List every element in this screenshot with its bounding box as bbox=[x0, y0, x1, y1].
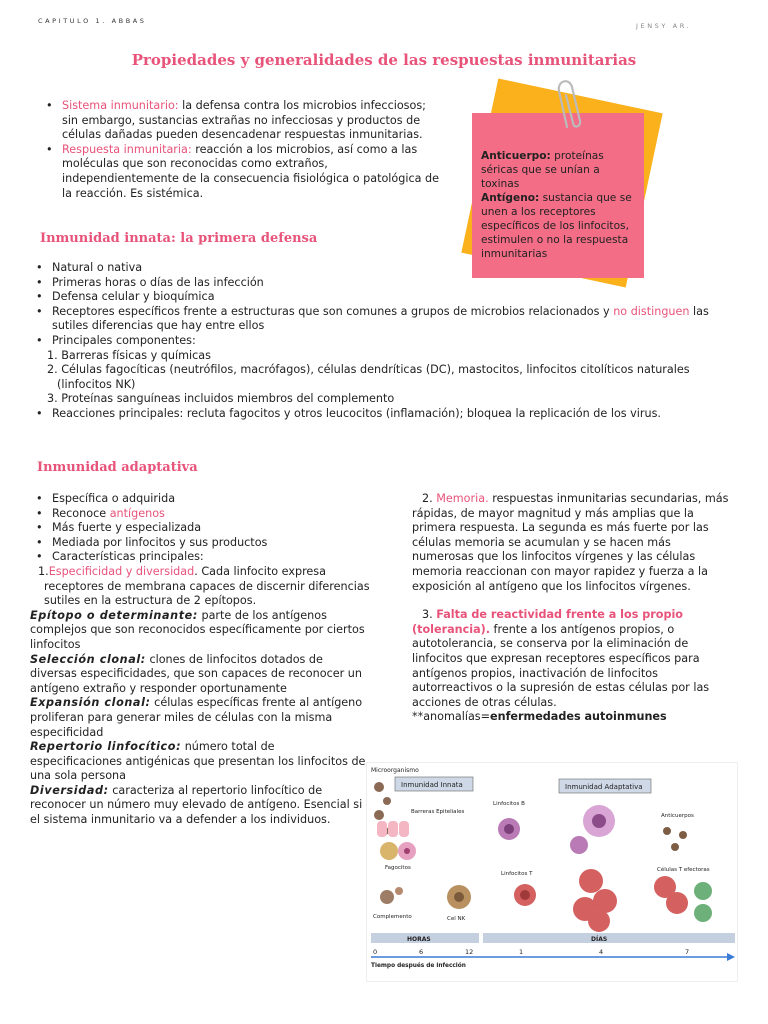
list-item: • Reacciones principales: recluta fagocitos y otros leucocitos (inflamación); bloquea la replicación de los virus. bbox=[30, 407, 730, 422]
item-text: frente a los antígenos propios, o autotolerancia, se conserva por la eliminación de linfocitos que expresan receptores específicos para antígenos propios, inactivación de linfocitos autorreactivos o la supresión de estas células por las acciones de otras células. bbox=[412, 622, 710, 709]
definition bbox=[30, 696, 370, 740]
list-item bbox=[40, 99, 440, 143]
item-text: Barreras físicas y químicas bbox=[61, 348, 211, 362]
paperclip-icon bbox=[553, 75, 593, 135]
figure-label: Linfocitos B bbox=[493, 801, 525, 807]
list-item bbox=[30, 507, 370, 522]
list-item bbox=[40, 143, 440, 201]
effector-cell-icon bbox=[694, 882, 712, 922]
phagocyte-icon bbox=[380, 842, 416, 860]
definition bbox=[30, 740, 370, 784]
term-especificidad: Especificidad y diversidad bbox=[48, 564, 195, 578]
tick-label: 12 bbox=[465, 948, 474, 956]
section-heading-adaptativa: Inmunidad adaptativa bbox=[37, 460, 198, 475]
item-text: Células fagocíticas (neutrófilos, macrófagos), células dendríticas (DC), mastocitos, linfocitos citolíticos naturales (linfocitos NK) bbox=[57, 363, 690, 391]
author-label: JENSY AR. bbox=[636, 22, 692, 30]
figure-label: Linfocitos T bbox=[501, 871, 533, 877]
immune-response-figure bbox=[366, 762, 738, 982]
item-text: respuestas inmunitarias secundarias, más rápidas, de mayor magnitud y más amplias que la primera respuesta. La segunda es más fuerte por las células memoria se acumulan y se hacen más numerosas que los linfocitos vírgenes y las células memoria reaccionan con mayor rapidez y fuerza a la exposición al antígeno que los linfocitos vírgenes. bbox=[412, 492, 729, 593]
term-memoria: Memoria. bbox=[436, 492, 489, 505]
list-item bbox=[30, 305, 730, 334]
barrier-cells-icon bbox=[377, 821, 409, 837]
list-item: • Primeras horas o días de las infección bbox=[30, 276, 730, 291]
definition-text: células específicas frente al antígeno proliferan para generar miles de células con la misma especificidad bbox=[30, 696, 363, 739]
term-tolerancia: Falta de reactividad frente a los propio (tolerancia). bbox=[412, 608, 683, 636]
tick-label: 4 bbox=[599, 948, 604, 956]
definition-text: proteínas séricas que se unían a toxinas bbox=[481, 150, 604, 190]
list-item: • Natural o nativa bbox=[30, 261, 730, 276]
figure-label: Barreras Epiteliales bbox=[411, 809, 465, 815]
highlight-text: no distinguen bbox=[613, 304, 690, 318]
term-repertorio: Repertorio linfocítico: bbox=[30, 740, 182, 754]
innata-list bbox=[30, 261, 730, 422]
list-item: • Específica o adquirida bbox=[30, 492, 370, 507]
section-heading-innata: Inmunidad innata: la primera defensa bbox=[40, 231, 318, 246]
list-item: • Mediada por linfocitos y sus productos bbox=[30, 536, 370, 551]
tick-label: 1 bbox=[519, 948, 524, 956]
item-text: las sutiles diferencias que hay entre ellos bbox=[52, 304, 709, 333]
figure-label: Complemento bbox=[373, 914, 412, 920]
definition-text: número total de especificaciones antigénicas que presentan los linfocitos de una sola persona bbox=[30, 740, 366, 783]
tick-label: 6 bbox=[419, 948, 424, 956]
nk-cell-icon bbox=[447, 885, 471, 909]
figure-label: Microorganismo bbox=[371, 767, 419, 774]
sticky-note-text bbox=[481, 149, 641, 261]
numbered-item bbox=[412, 608, 732, 710]
definition-text: caracteriza al repertorio linfocítico de reconocer un número muy elevado de antígeno. Esencial si el sistema inmunitario va a defender a los individuos. bbox=[30, 783, 363, 827]
item-number: 3. bbox=[422, 608, 433, 622]
adaptativa-right-column bbox=[412, 492, 732, 725]
figure-label: Tiempo después de infección bbox=[371, 963, 466, 969]
definitions-block bbox=[30, 609, 370, 828]
definition-text: sustancia que se unen a los receptores específicos de los linfocitos, estimulen o no la respuesta inmunitarias bbox=[481, 192, 632, 260]
list-item: • Características principales: bbox=[30, 550, 370, 565]
item-text: Reconoce bbox=[52, 506, 110, 520]
arrow-icon bbox=[727, 953, 735, 961]
complement-icon bbox=[380, 887, 403, 904]
figure-label: HORAS bbox=[407, 936, 431, 943]
item-number: 1. bbox=[38, 564, 49, 578]
figure-label: Cel NK bbox=[447, 916, 466, 922]
numbered-item: 2. Células fagocíticas (neutrófilos, macrófagos), células dendríticas (DC), mastocitos, linfocitos citolíticos naturales (linfocitos NK) bbox=[47, 363, 690, 391]
tick-label: 0 bbox=[373, 948, 378, 956]
numbered-item: 3. Proteínas sanguíneas incluidos miembros del complemento bbox=[47, 392, 395, 406]
list-item: • Más fuerte y especializada bbox=[30, 521, 370, 536]
highlight-text: antígenos bbox=[109, 506, 165, 520]
intro-list bbox=[40, 99, 440, 201]
antibody-icon bbox=[663, 827, 687, 851]
term-antigeno: Antígeno: bbox=[481, 192, 540, 204]
definition-text: clones de linfocitos dotados de diversas especificidades, que son capaces de reconocer un antígeno extraño y responder oportunamente bbox=[30, 652, 362, 695]
item-text: Receptores específicos frente a estructuras que son comunes a grupos de microbios relacionados y bbox=[52, 304, 614, 318]
definition-text: reacción a los microbios, así como a las moléculas que son reconocidas como extraños, independientemente de la consecuencia fisiológica o patológica de la reacción. Es sistémica. bbox=[62, 142, 440, 200]
adaptativa-left-column bbox=[30, 492, 370, 828]
highlight-text: enfermedades autoinmunes bbox=[490, 710, 667, 724]
term-sistema-inmunitario: Sistema inmunitario: bbox=[62, 99, 179, 112]
figure-label: DÍAS bbox=[591, 936, 608, 943]
chapter-label: CAPITULO 1. ABBAS bbox=[38, 17, 147, 25]
term-respuesta-inmunitaria: Respuesta inmunitaria: bbox=[62, 142, 192, 156]
numbered-item: 1. Barreras físicas y químicas bbox=[47, 348, 211, 362]
item-text: . Cada linfocito expresa receptores de membrana capaces de discernir diferencias sutiles en la estructura de 2 epítopos. bbox=[44, 564, 370, 608]
figure-label: Inmunidad Adaptativa bbox=[565, 783, 643, 791]
numbered-item bbox=[24, 565, 370, 609]
term-expansion-clonal: Expansión clonal: bbox=[30, 696, 151, 710]
figure-label: Anticuerpos bbox=[661, 813, 694, 819]
tick-label: 7 bbox=[685, 948, 690, 956]
definition-text: parte de los antígenos complejos que son reconocidos específicamente por ciertos linfocitos bbox=[30, 608, 365, 651]
anomalias-note bbox=[412, 710, 732, 725]
definition bbox=[30, 784, 370, 828]
definition bbox=[30, 653, 370, 697]
dias-band bbox=[483, 933, 735, 943]
definition-text: la defensa contra los microbios infecciosos; sin embargo, sustancias extrañas no infecciosas y productos de células dañadas pueden desencadenar respuestas inmunitarias. bbox=[62, 99, 426, 142]
term-diversidad: Diversidad: bbox=[30, 783, 109, 797]
item-text: Proteínas sanguíneas incluidos miembros del complemento bbox=[61, 392, 395, 406]
term-seleccion-clonal: Selección clonal: bbox=[30, 652, 146, 666]
term-anticuerpo: Anticuerpo: bbox=[481, 150, 551, 162]
page-title: Propiedades y generalidades de las respuestas inmunitarias bbox=[131, 51, 637, 69]
term-epitopo: Epítopo o determinante: bbox=[30, 608, 198, 622]
list-item: • Defensa celular y bioquímica bbox=[30, 290, 730, 305]
item-number: 2. bbox=[422, 492, 433, 505]
item-text: **anomalías= bbox=[412, 710, 491, 724]
t-lymphocyte-icon bbox=[514, 869, 688, 932]
list-item: • Principales componentes: bbox=[30, 334, 730, 349]
numbered-item bbox=[412, 492, 732, 594]
figure-label: Inmunidad Innata bbox=[401, 781, 463, 789]
figure-label: Fagocitos bbox=[385, 865, 411, 871]
b-lymphocyte-icon bbox=[498, 805, 615, 854]
figure-label: Células T efectoras bbox=[657, 867, 710, 873]
definition bbox=[30, 609, 370, 653]
